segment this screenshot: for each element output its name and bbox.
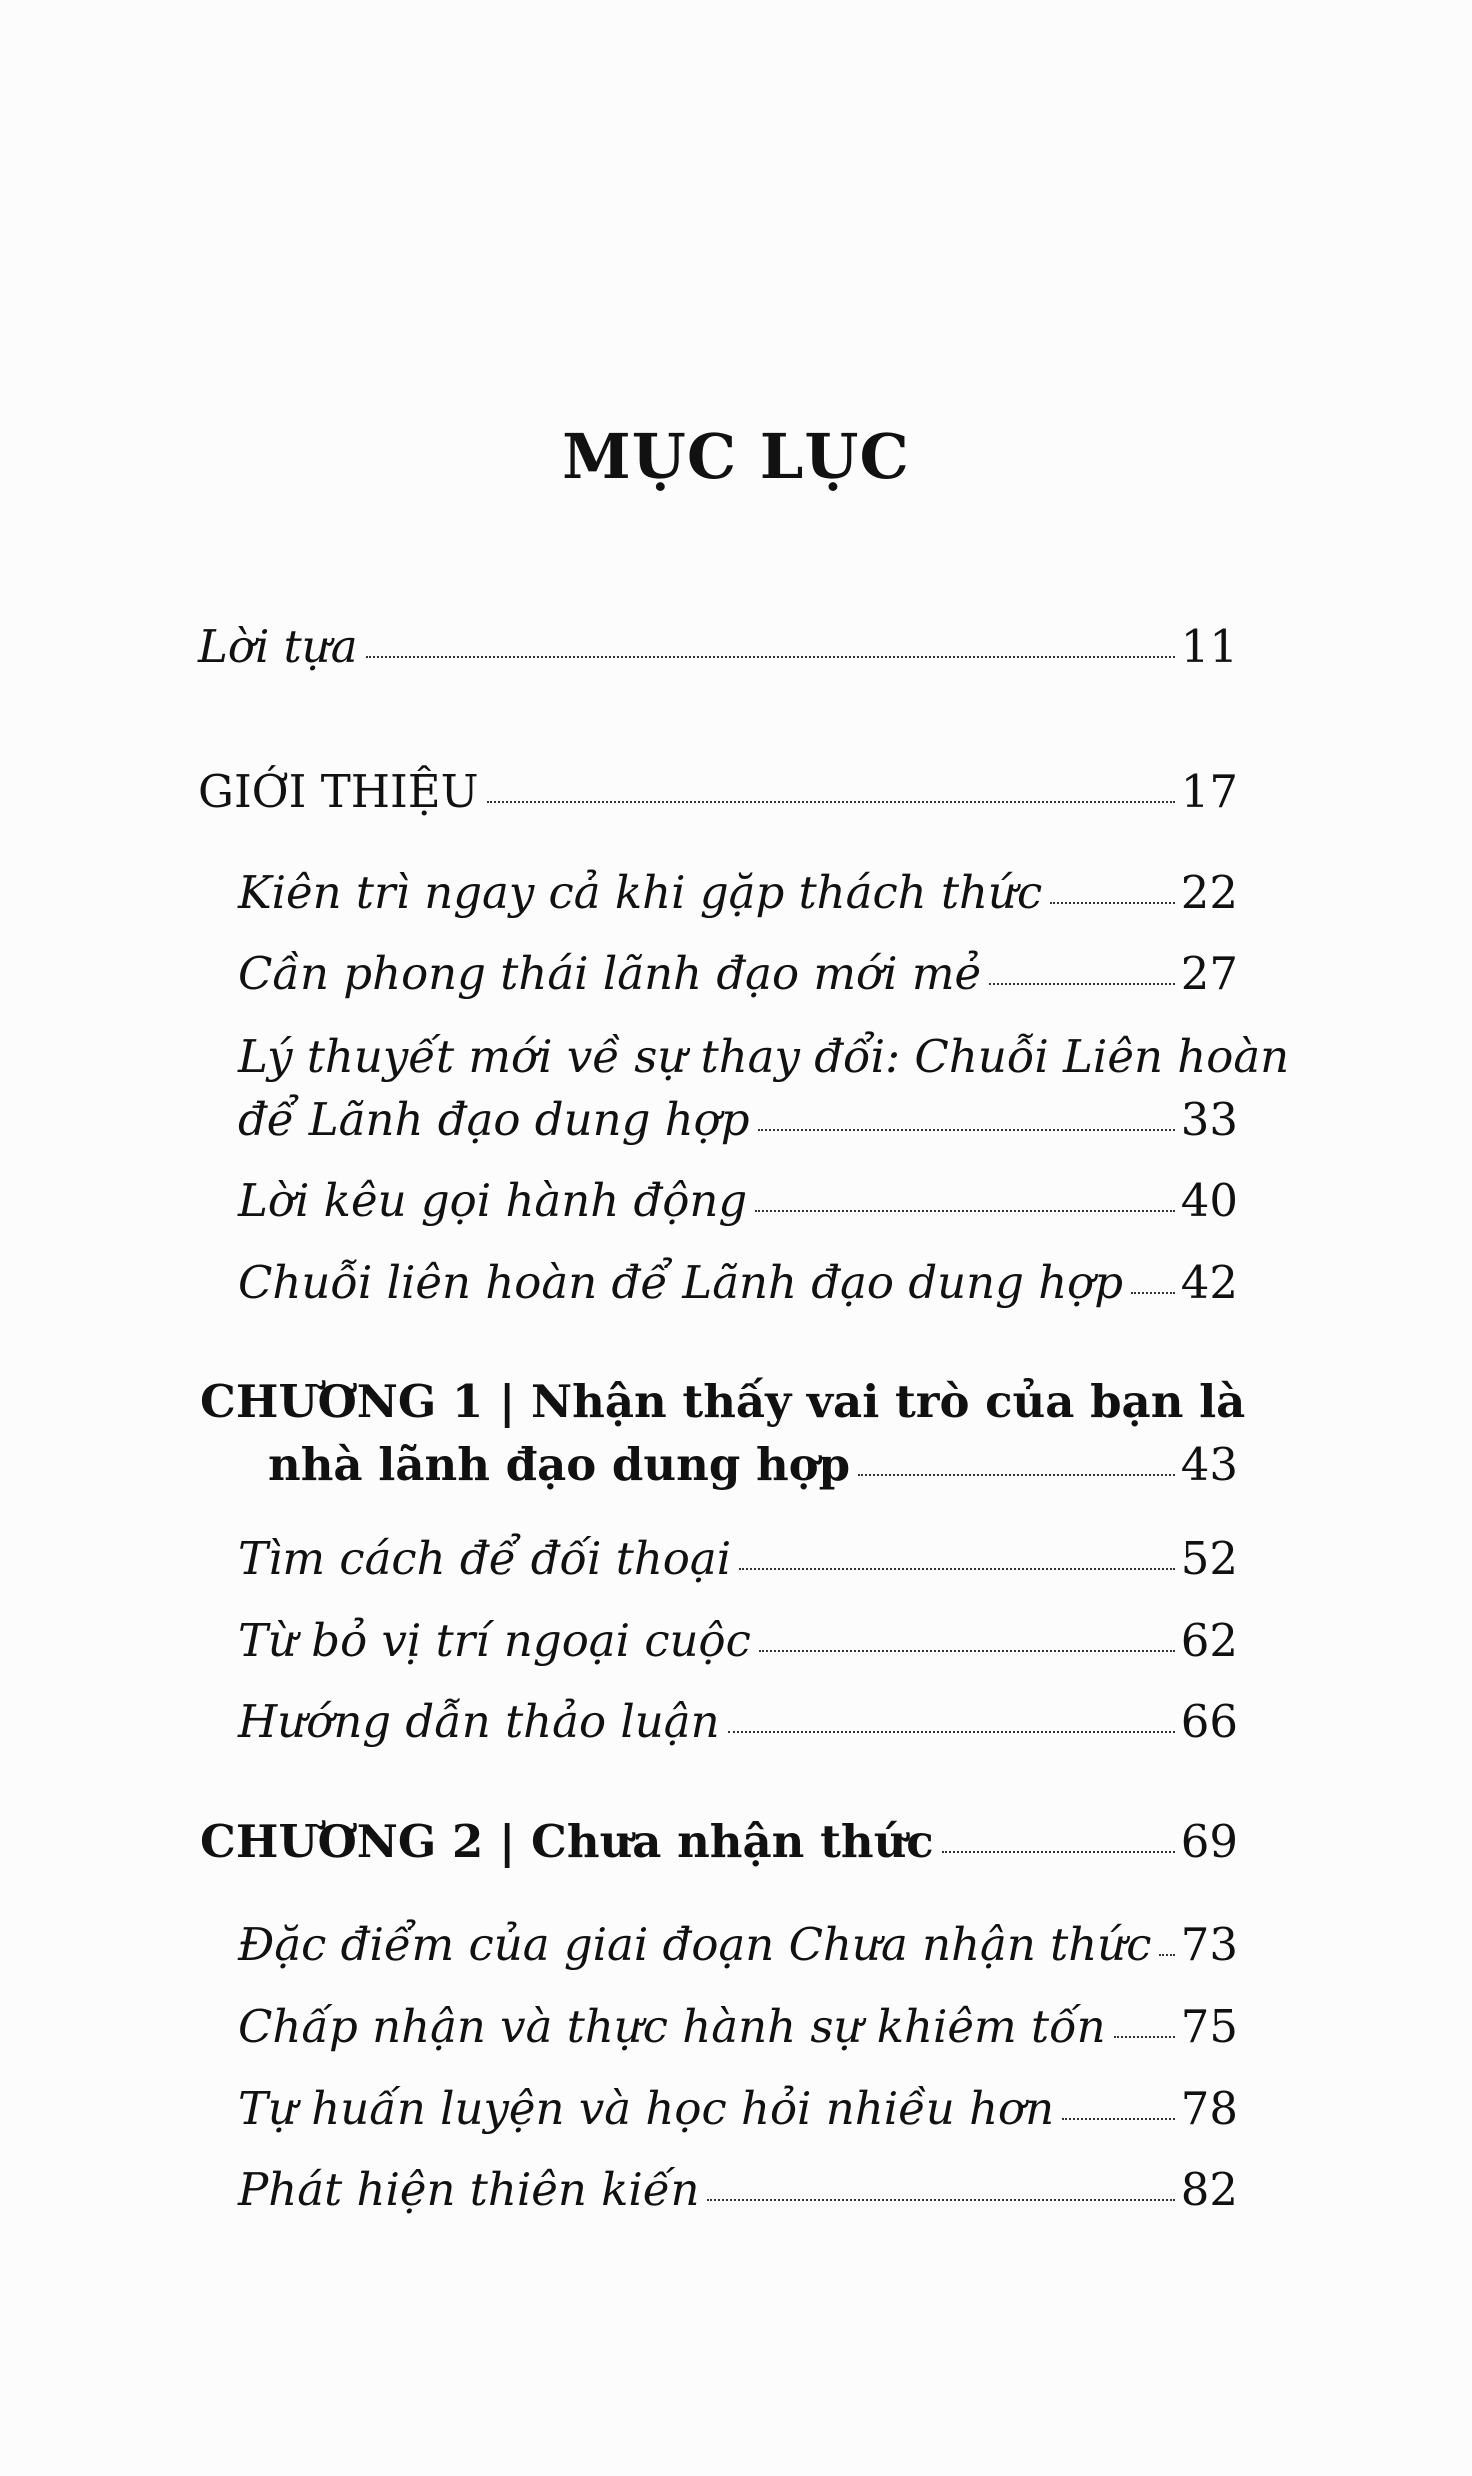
toc-entry bbox=[238, 1918, 1238, 1978]
leader-dots bbox=[1114, 2036, 1175, 2038]
toc-entry-page: 22 bbox=[1180, 866, 1238, 919]
leader-dots bbox=[739, 1568, 1175, 1570]
toc-entry bbox=[238, 2082, 1238, 2142]
toc-entry-page: 11 bbox=[1180, 620, 1238, 673]
leader-dots bbox=[759, 1650, 1175, 1652]
toc-entry-page: 52 bbox=[1180, 1532, 1238, 1585]
chapter-1-heading-line: CHƯƠNG 1 | Nhận thấy vai trò của bạn là bbox=[200, 1375, 1246, 1428]
toc-entry-label: Phát hiện thiên kiến bbox=[238, 2163, 700, 2216]
toc-entry-page: 75 bbox=[1180, 2000, 1238, 2053]
toc-entry-label: Đặc điểm của giai đoạn Chưa nhận thức bbox=[238, 1918, 1152, 1971]
toc-entry-page: 62 bbox=[1180, 1614, 1238, 1667]
toc-entry-chapter-2 bbox=[200, 1815, 1238, 1875]
toc-entry-page: 66 bbox=[1180, 1695, 1238, 1748]
leader-dots bbox=[366, 656, 1175, 658]
toc-entry-label: Cần phong thái lãnh đạo mới mẻ bbox=[238, 947, 982, 1000]
toc-entry-page: 40 bbox=[1180, 1174, 1238, 1227]
toc-entry-page: 73 bbox=[1180, 1918, 1238, 1971]
toc-entry bbox=[238, 1614, 1238, 1674]
toc-entry-label: Hướng dẫn thảo luận bbox=[238, 1695, 720, 1748]
leader-dots bbox=[1159, 1954, 1174, 1956]
toc-entry-page: 78 bbox=[1180, 2082, 1238, 2135]
toc-entry bbox=[238, 866, 1238, 926]
toc-entry bbox=[238, 1695, 1238, 1755]
toc-entry bbox=[238, 1093, 1238, 1153]
leader-dots bbox=[1050, 902, 1175, 904]
leader-dots bbox=[858, 1474, 1175, 1476]
toc-entry-page: 43 bbox=[1180, 1438, 1238, 1491]
toc-entry bbox=[238, 1532, 1238, 1592]
toc-entry-label: nhà lãnh đạo dung hợp bbox=[268, 1438, 851, 1491]
leader-dots bbox=[758, 1129, 1175, 1131]
toc-entry-label: Kiên trì ngay cả khi gặp thách thức bbox=[238, 866, 1043, 919]
toc-entry bbox=[238, 2163, 1238, 2223]
leader-dots bbox=[728, 1731, 1175, 1733]
toc-entry-label: Chuỗi liên hoàn để Lãnh đạo dung hợp bbox=[238, 1256, 1124, 1309]
toc-entry-label: Chấp nhận và thực hành sự khiêm tốn bbox=[238, 2000, 1106, 2053]
toc-entry-page: 42 bbox=[1180, 1256, 1238, 1309]
leader-dots bbox=[707, 2199, 1174, 2201]
toc-entry bbox=[238, 947, 1238, 1007]
page-title: MỤC LỤC bbox=[562, 420, 910, 493]
toc-entry-chapter-1 bbox=[268, 1438, 1238, 1498]
toc-entry-label: để Lãnh đạo dung hợp bbox=[238, 1093, 750, 1146]
toc-entry-page: 82 bbox=[1180, 2163, 1238, 2216]
toc-entry-page: 33 bbox=[1180, 1093, 1238, 1146]
toc-entry-first-line: Lý thuyết mới về sự thay đổi: Chuỗi Liên hoàn bbox=[238, 1030, 1290, 1083]
toc-entry-label: Tự huấn luyện và học hỏi nhiều hơn bbox=[238, 2082, 1055, 2135]
toc-entry bbox=[238, 1174, 1238, 1234]
toc-entry-label: Lời tựa bbox=[198, 620, 358, 673]
toc-entry-page: 27 bbox=[1180, 947, 1238, 1000]
toc-entry-label: GIỚI THIỆU bbox=[198, 765, 479, 818]
toc-entry bbox=[238, 2000, 1238, 2060]
toc-entry-label: Từ bỏ vị trí ngoại cuộc bbox=[238, 1614, 751, 1667]
toc-entry-page: 69 bbox=[1180, 1815, 1238, 1868]
toc-entry-page: 17 bbox=[1180, 765, 1238, 818]
toc-entry-preface bbox=[198, 620, 1238, 680]
toc-entry-label: Lời kêu gọi hành động bbox=[238, 1174, 748, 1227]
leader-dots bbox=[755, 1210, 1175, 1212]
toc-entry-label: Tìm cách để đối thoại bbox=[238, 1532, 732, 1585]
leader-dots bbox=[1131, 1292, 1175, 1294]
toc-entry-label: CHƯƠNG 2 | Chưa nhận thức bbox=[200, 1815, 934, 1868]
toc-entry bbox=[238, 1256, 1238, 1316]
leader-dots bbox=[942, 1851, 1175, 1853]
leader-dots bbox=[1062, 2118, 1175, 2120]
leader-dots bbox=[989, 983, 1175, 985]
toc-entry-intro bbox=[198, 765, 1238, 825]
leader-dots bbox=[487, 801, 1175, 803]
